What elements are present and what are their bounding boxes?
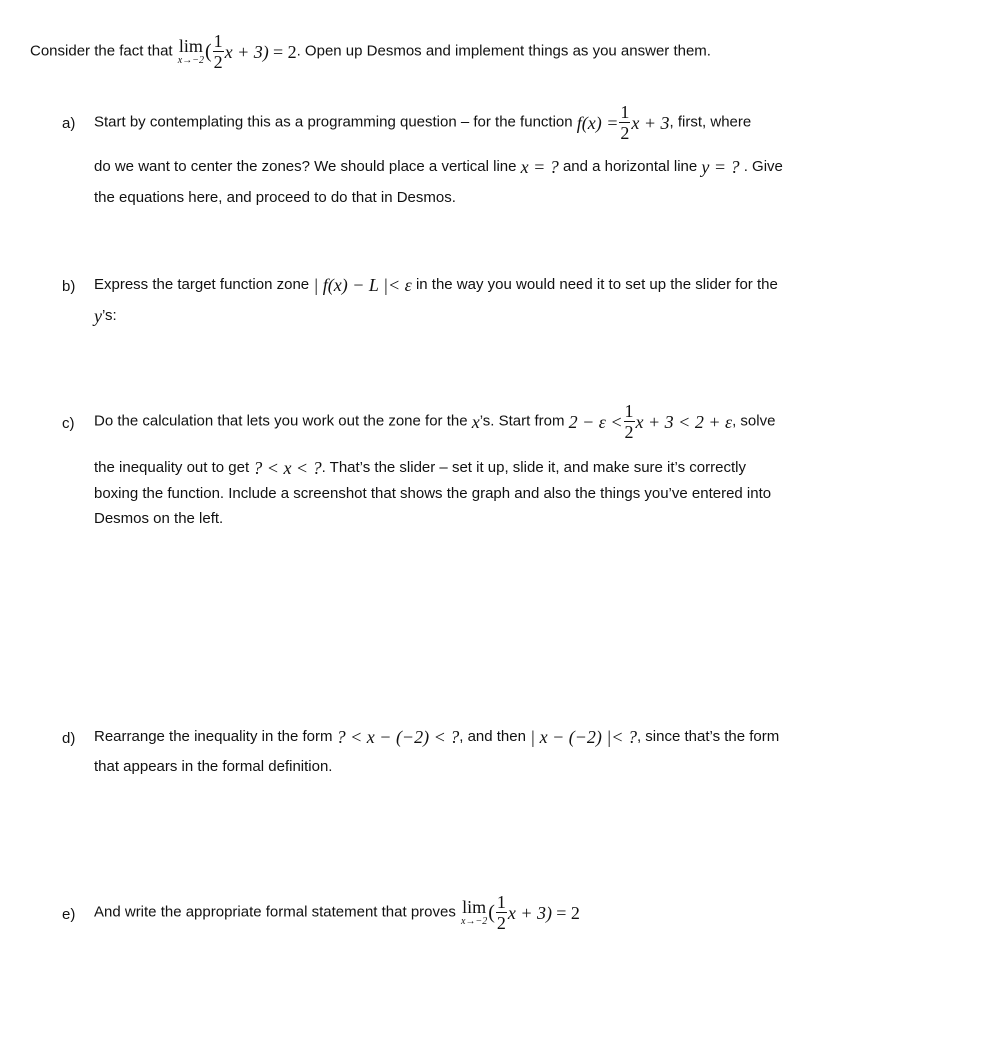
fraction-one-half: $\frac{1}{2}$ [620, 102, 630, 143]
part-c-line2: the inequality out to get ? < x < ?. That’s the slider – set it up, slide it, and make sure it’s correctly [94, 458, 746, 478]
fraction-one-half: $\frac{1}{2}$ [496, 892, 506, 933]
part-b-label: b) [62, 278, 76, 295]
part-c-line3: boxing the function. Include a screenshot that shows the graph and also the things you’ve entered into [94, 485, 772, 502]
part-a-line2: do we want to center the zones? We should place a vertical line x = ? and a horizontal line y = ? . Give [94, 157, 783, 177]
limit-expression: lim x→−2 [461, 897, 488, 927]
intro-text-after: . Open up Desmos and implement things as you answer them. [296, 42, 711, 60]
part-e-line1: And write the appropriate formal statement that proves lim x→−2 ( $\frac{1}{2}$ x + 3) = 2 [94, 892, 580, 933]
fraction-one-half: $\frac{1}{2}$ [213, 31, 223, 72]
intro-line: Consider the fact that lim x→−2 ( $\frac{1}{2}$ x + 3) = 2. Open up Desmos and implement things as you answer them. [30, 31, 711, 72]
part-b-line2: y’s: [94, 306, 117, 326]
part-d-line1: Rearrange the inequality in the form ? < x − (−2) < ?, and then | x − (−2) |< ?, since that’s the form [94, 727, 780, 747]
intro-text-before: Consider the fact that [30, 42, 173, 60]
part-d-line2: that appears in the formal definition. [94, 758, 333, 775]
part-c-label: c) [62, 415, 75, 432]
part-a-line1: Start by contemplating this as a programming question – for the function f(x) = $\frac{1}{2}$ x + 3, first, where [94, 102, 752, 143]
part-e-label: e) [62, 906, 76, 923]
part-b-line1: Express the target function zone | f(x) − L |< ε in the way you would need it to set up the slider for the [94, 275, 778, 295]
part-c-line4: Desmos on the left. [94, 510, 224, 527]
part-c-line1: Do the calculation that lets you work out the zone for the x’s. Start from 2 − ε < $\frac{1}{2}$ x + 3 < 2 + ε, solve [94, 401, 776, 442]
limit-expression: lim x→−2 [177, 36, 204, 66]
fraction-one-half: $\frac{1}{2}$ [624, 401, 634, 442]
part-d-label: d) [62, 730, 76, 747]
part-a-label: a) [62, 115, 76, 132]
part-a-line3: the equations here, and proceed to do that in Desmos. [94, 189, 456, 206]
